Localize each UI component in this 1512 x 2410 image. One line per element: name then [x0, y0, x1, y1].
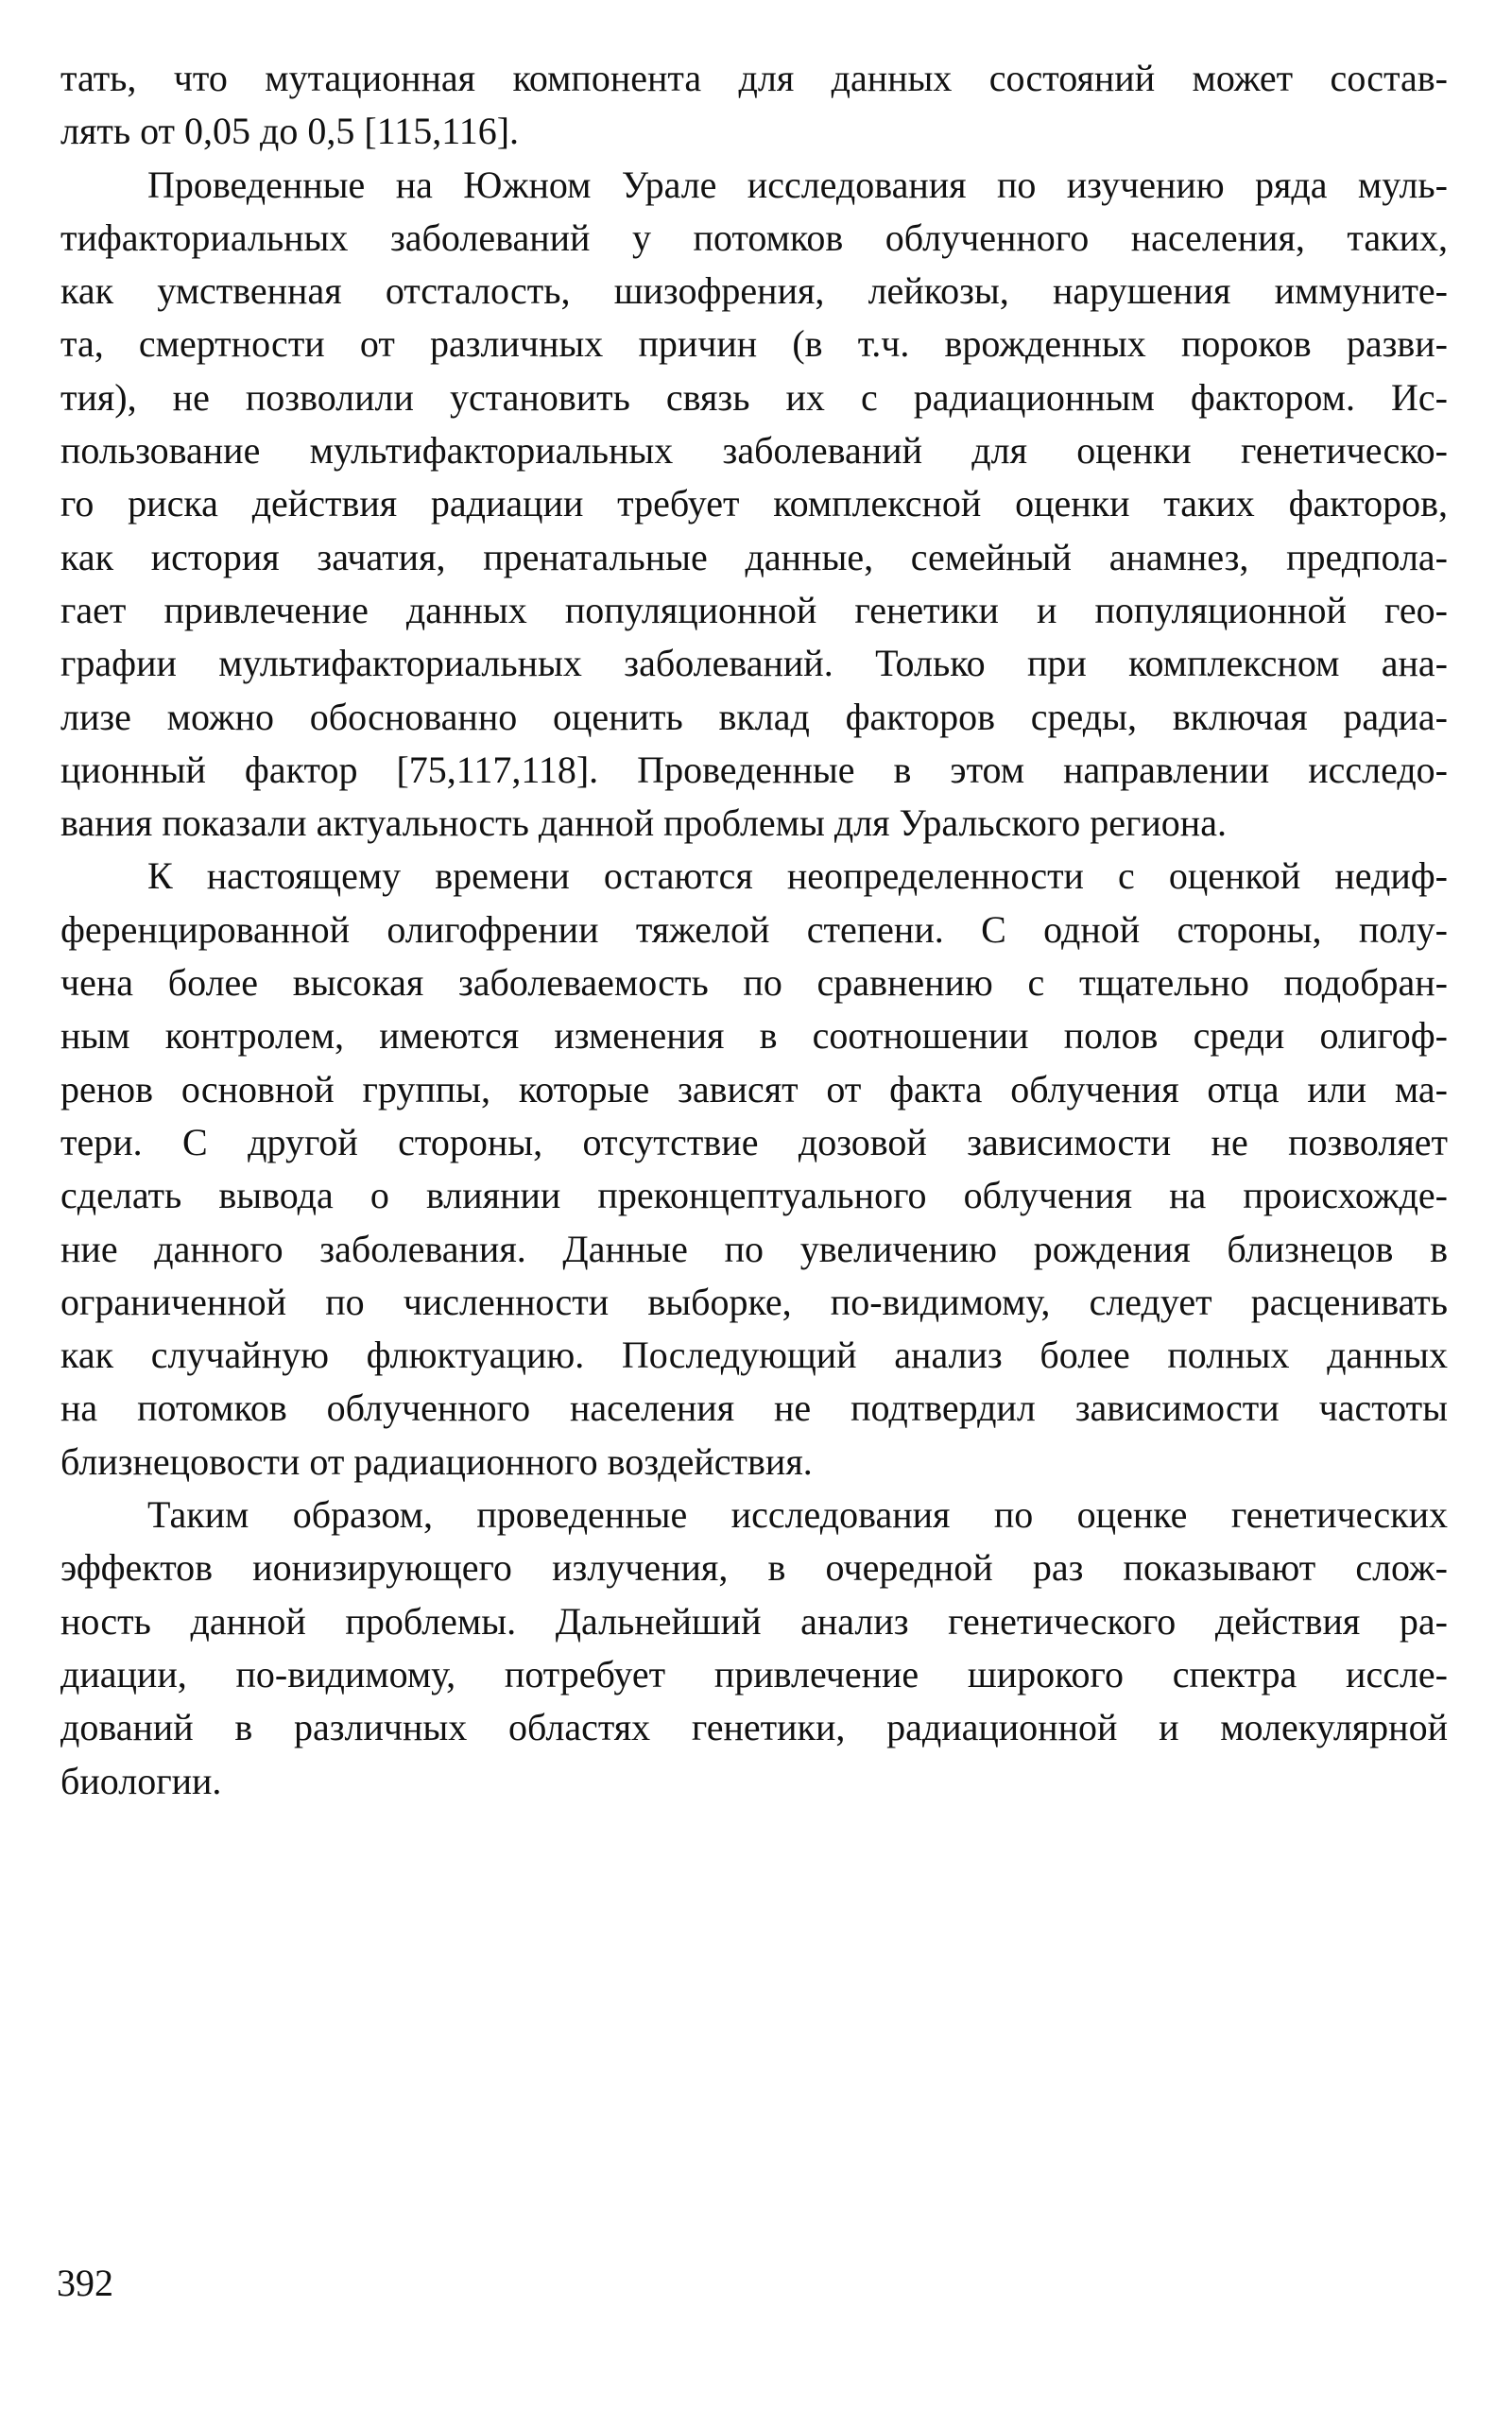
text-line: Проведенные на Южном Урале исследования по изучению ряда муль- [147, 163, 1448, 206]
text-line: как история зачатия, пренатальные данные, семейный анамнез, предпола- [60, 535, 1448, 578]
text-line: гает привлечение данных популяционной генетики и популяционной гео- [60, 588, 1448, 631]
text-line: тать, что мутационная компонента для данных состояний может состав- [60, 57, 1448, 99]
text-line: ность данной проблемы. Дальнейший анализ генетического действия ра- [60, 1599, 1448, 1643]
text-line: ограниченной по численности выборке, по-видимому, следует расценивать [60, 1280, 1448, 1323]
text-line: ние данного заболевания. Данные по увеличению рождения близнецов в [60, 1227, 1448, 1270]
text-line: ренов основной группы, которые зависят от факта облучения отца или ма- [60, 1067, 1448, 1110]
text-line: сделать вывода о влиянии преконцептуального облучения на происхожде- [60, 1174, 1448, 1217]
text-line: биологии. [60, 1759, 222, 1802]
text-line: эффектов ионизирующего излучения, в очередной раз показывают слож- [60, 1546, 1448, 1590]
text-line: лизе можно обоснованно оценить вклад факторов среды, включая радиа- [60, 695, 1448, 738]
text-line: пользование мультифакториальных заболеваний для оценки генетическо- [60, 429, 1448, 473]
text-line: диации, по-видимому, потребует привлечение широкого спектра иссле- [60, 1652, 1448, 1696]
page-number: 392 [57, 2262, 113, 2304]
text-line: вания показали актуальность данной проблемы для Уральского региона. [60, 801, 1227, 845]
text-line: графии мультифакториальных заболеваний. Только при комплексном ана- [60, 642, 1448, 685]
text-line: лять от 0,05 до 0,5 [115,116]. [60, 110, 520, 153]
text-line: на потомков облученного населения не подтвердил зависимости частоты [60, 1386, 1448, 1430]
text-line: тери. С другой стороны, отсутствие дозовой зависимости не позволяет [60, 1120, 1448, 1163]
text-line: ционный фактор [75,117,118]. Проведенные в этом направлении исследо- [60, 748, 1448, 791]
text-line: близнецовости от радиационного воздействия. [60, 1439, 813, 1483]
body-text [60, 52, 1448, 1808]
text-line: К настоящему времени остаются неопределенности с оценкой недиф- [147, 854, 1448, 898]
text-line: как случайную флюктуацию. Последующий анализ более полных данных [60, 1334, 1448, 1377]
text-line: Таким образом, проведенные исследования по оценке генетических [147, 1493, 1448, 1537]
text-line: го риска действия радиации требует комплексной оценки таких факторов, [60, 482, 1448, 525]
text-line: как умственная отсталость, шизофрения, лейкозы, нарушения иммуните- [60, 269, 1448, 313]
text-line: чена более высокая заболеваемость по сравнению с тщательно подобран- [60, 961, 1448, 1005]
text-line: ным контролем, имеются изменения в соотношении полов среди олигоф- [60, 1014, 1448, 1058]
text-line: та, смертности от различных причин (в т.ч. врожденных пороков разви- [60, 322, 1448, 366]
text-line: тифакториальных заболеваний у потомков облученного населения, таких, [60, 215, 1448, 259]
text-line: ференцированной олигофрении тяжелой степени. С одной стороны, полу- [60, 907, 1448, 951]
text-line: дований в различных областях генетики, радиационной и молекулярной [60, 1706, 1448, 1749]
text-line: тия), не позволили установить связь их с радиационным фактором. Ис- [60, 375, 1448, 419]
